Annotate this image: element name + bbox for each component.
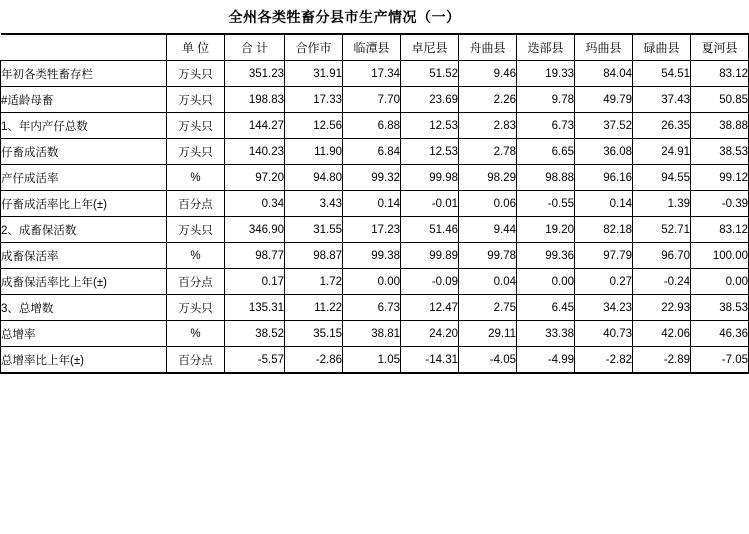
table-header-row [1,34,749,61]
cell-maqu: 84.04 [575,61,633,87]
header-cell-total: 合 计 [225,34,285,61]
cell-xiahe: 38.88 [691,113,749,139]
cell-xiahe: 83.12 [691,217,749,243]
cell-maqu: 82.18 [575,217,633,243]
cell-total: 351.23 [225,61,285,87]
cell-total: 198.83 [225,87,285,113]
cell-xiahe: 38.53 [691,295,749,321]
cell-total: 135.31 [225,295,285,321]
cell-zhuoni: 51.52 [401,61,459,87]
table-row [1,321,749,347]
cell-zhouqu: 29.11 [459,321,517,347]
row-label: 年初各类牲畜存栏 [1,61,167,87]
cell-maqu: 34.23 [575,295,633,321]
cell-maqu: 40.73 [575,321,633,347]
cell-lintan: 0.14 [343,191,401,217]
cell-xiahe: 99.12 [691,165,749,191]
row-label: 3、总增数 [1,295,167,321]
cell-luqu: -0.24 [633,269,691,295]
header-cell-maqu: 玛曲县 [575,34,633,61]
cell-diebu: 33.38 [517,321,575,347]
cell-xiahe: 38.53 [691,139,749,165]
header-cell-corner [1,34,167,61]
row-label: 成畜保活率 [1,243,167,269]
cell-hezuo: 35.15 [285,321,343,347]
cell-maqu: 36.08 [575,139,633,165]
cell-diebu: 98.88 [517,165,575,191]
row-label: 总增率比上年(±) [1,347,167,374]
header-cell-zhuoni: 卓尼县 [401,34,459,61]
cell-maqu: 0.27 [575,269,633,295]
header-cell-lintan: 临潭县 [343,34,401,61]
page-title: 全州各类牲畜分县市生产情况（一） [228,9,461,25]
row-label: 仔畜成活数 [1,139,167,165]
table-row [1,61,749,87]
cell-zhuoni: 24.20 [401,321,459,347]
cell-zhuoni: -0.09 [401,269,459,295]
cell-luqu: 96.70 [633,243,691,269]
table-row [1,139,749,165]
row-label: 产仔成活率 [1,165,167,191]
row-unit: 万头只 [167,295,225,321]
cell-total: 38.52 [225,321,285,347]
cell-maqu: 0.14 [575,191,633,217]
row-unit: 百分点 [167,269,225,295]
table-row [1,347,749,374]
cell-hezuo: 11.22 [285,295,343,321]
cell-luqu: 37.43 [633,87,691,113]
cell-total: -5.57 [225,347,285,374]
row-label: 总增率 [1,321,167,347]
cell-lintan: 99.38 [343,243,401,269]
cell-total: 0.34 [225,191,285,217]
cell-luqu: 42.06 [633,321,691,347]
cell-diebu: 6.45 [517,295,575,321]
cell-zhouqu: 2.83 [459,113,517,139]
cell-hezuo: 17.33 [285,87,343,113]
cell-diebu: 6.65 [517,139,575,165]
table-row [1,217,749,243]
cell-luqu: -2.89 [633,347,691,374]
cell-total: 140.23 [225,139,285,165]
table-row [1,165,749,191]
cell-maqu: 37.52 [575,113,633,139]
cell-maqu: 49.79 [575,87,633,113]
cell-xiahe: -0.39 [691,191,749,217]
cell-lintan: 6.84 [343,139,401,165]
cell-total: 0.17 [225,269,285,295]
row-unit: 万头只 [167,87,225,113]
cell-xiahe: -7.05 [691,347,749,374]
header-cell-hezuo: 合作市 [285,34,343,61]
cell-lintan: 0.00 [343,269,401,295]
row-unit: 百分点 [167,347,225,374]
cell-diebu: 9.78 [517,87,575,113]
cell-diebu: 99.36 [517,243,575,269]
cell-xiahe: 50.85 [691,87,749,113]
cell-lintan: 99.32 [343,165,401,191]
cell-zhouqu: 9.44 [459,217,517,243]
cell-zhuoni: 99.89 [401,243,459,269]
cell-diebu: 19.33 [517,61,575,87]
cell-lintan: 7.70 [343,87,401,113]
cell-diebu: 0.00 [517,269,575,295]
row-label: 成畜保活率比上年(±) [1,269,167,295]
cell-zhuoni: 99.98 [401,165,459,191]
row-unit: 万头只 [167,61,225,87]
cell-diebu: -0.55 [517,191,575,217]
cell-lintan: 38.81 [343,321,401,347]
row-unit: % [167,243,225,269]
table-row [1,87,749,113]
cell-lintan: 6.73 [343,295,401,321]
cell-maqu: 97.79 [575,243,633,269]
cell-zhuoni: 23.69 [401,87,459,113]
cell-zhuoni: 51.46 [401,217,459,243]
cell-zhouqu: 0.04 [459,269,517,295]
cell-hezuo: -2.86 [285,347,343,374]
cell-luqu: 54.51 [633,61,691,87]
table-row [1,269,749,295]
cell-zhuoni: -14.31 [401,347,459,374]
row-label: 1、年内产仔总数 [1,113,167,139]
cell-zhuoni: -0.01 [401,191,459,217]
cell-zhuoni: 12.53 [401,113,459,139]
livestock-production-table [0,33,749,374]
cell-diebu: -4.99 [517,347,575,374]
cell-diebu: 19.20 [517,217,575,243]
cell-xiahe: 46.36 [691,321,749,347]
cell-zhuoni: 12.47 [401,295,459,321]
header-cell-xiahe: 夏河县 [691,34,749,61]
cell-maqu: 96.16 [575,165,633,191]
cell-hezuo: 94.80 [285,165,343,191]
cell-zhouqu: -4.05 [459,347,517,374]
row-label: 2、成畜保活数 [1,217,167,243]
cell-hezuo: 12.56 [285,113,343,139]
cell-lintan: 1.05 [343,347,401,374]
cell-zhouqu: 2.75 [459,295,517,321]
cell-zhouqu: 0.06 [459,191,517,217]
header-cell-zhouqu: 舟曲县 [459,34,517,61]
cell-total: 98.77 [225,243,285,269]
cell-total: 144.27 [225,113,285,139]
row-unit: 百分点 [167,191,225,217]
cell-zhouqu: 99.78 [459,243,517,269]
row-unit: 万头只 [167,139,225,165]
cell-maqu: -2.82 [575,347,633,374]
cell-total: 97.20 [225,165,285,191]
table-row [1,243,749,269]
table-row [1,113,749,139]
cell-hezuo: 3.43 [285,191,343,217]
cell-zhouqu: 2.78 [459,139,517,165]
cell-zhouqu: 9.46 [459,61,517,87]
cell-luqu: 1.39 [633,191,691,217]
cell-hezuo: 98.87 [285,243,343,269]
row-unit: 万头只 [167,217,225,243]
cell-zhouqu: 2.26 [459,87,517,113]
cell-hezuo: 1.72 [285,269,343,295]
table-row [1,191,749,217]
cell-lintan: 6.88 [343,113,401,139]
cell-lintan: 17.23 [343,217,401,243]
cell-luqu: 26.35 [633,113,691,139]
cell-xiahe: 100.00 [691,243,749,269]
row-label: 仔畜成活率比上年(±) [1,191,167,217]
cell-zhuoni: 12.53 [401,139,459,165]
cell-luqu: 22.93 [633,295,691,321]
cell-total: 346.90 [225,217,285,243]
table-row [1,295,749,321]
cell-luqu: 24.91 [633,139,691,165]
cell-lintan: 17.34 [343,61,401,87]
header-cell-luqu: 碌曲县 [633,34,691,61]
cell-xiahe: 83.12 [691,61,749,87]
cell-xiahe: 0.00 [691,269,749,295]
row-unit: % [167,165,225,191]
cell-luqu: 52.71 [633,217,691,243]
header-cell-diebu: 迭部县 [517,34,575,61]
cell-diebu: 6.73 [517,113,575,139]
cell-hezuo: 31.55 [285,217,343,243]
cell-zhouqu: 98.29 [459,165,517,191]
header-cell-unit: 单 位 [167,34,225,61]
cell-hezuo: 31.91 [285,61,343,87]
row-unit: % [167,321,225,347]
row-unit: 万头只 [167,113,225,139]
row-label: #适龄母畜 [1,87,167,113]
cell-luqu: 94.55 [633,165,691,191]
cell-hezuo: 11.90 [285,139,343,165]
